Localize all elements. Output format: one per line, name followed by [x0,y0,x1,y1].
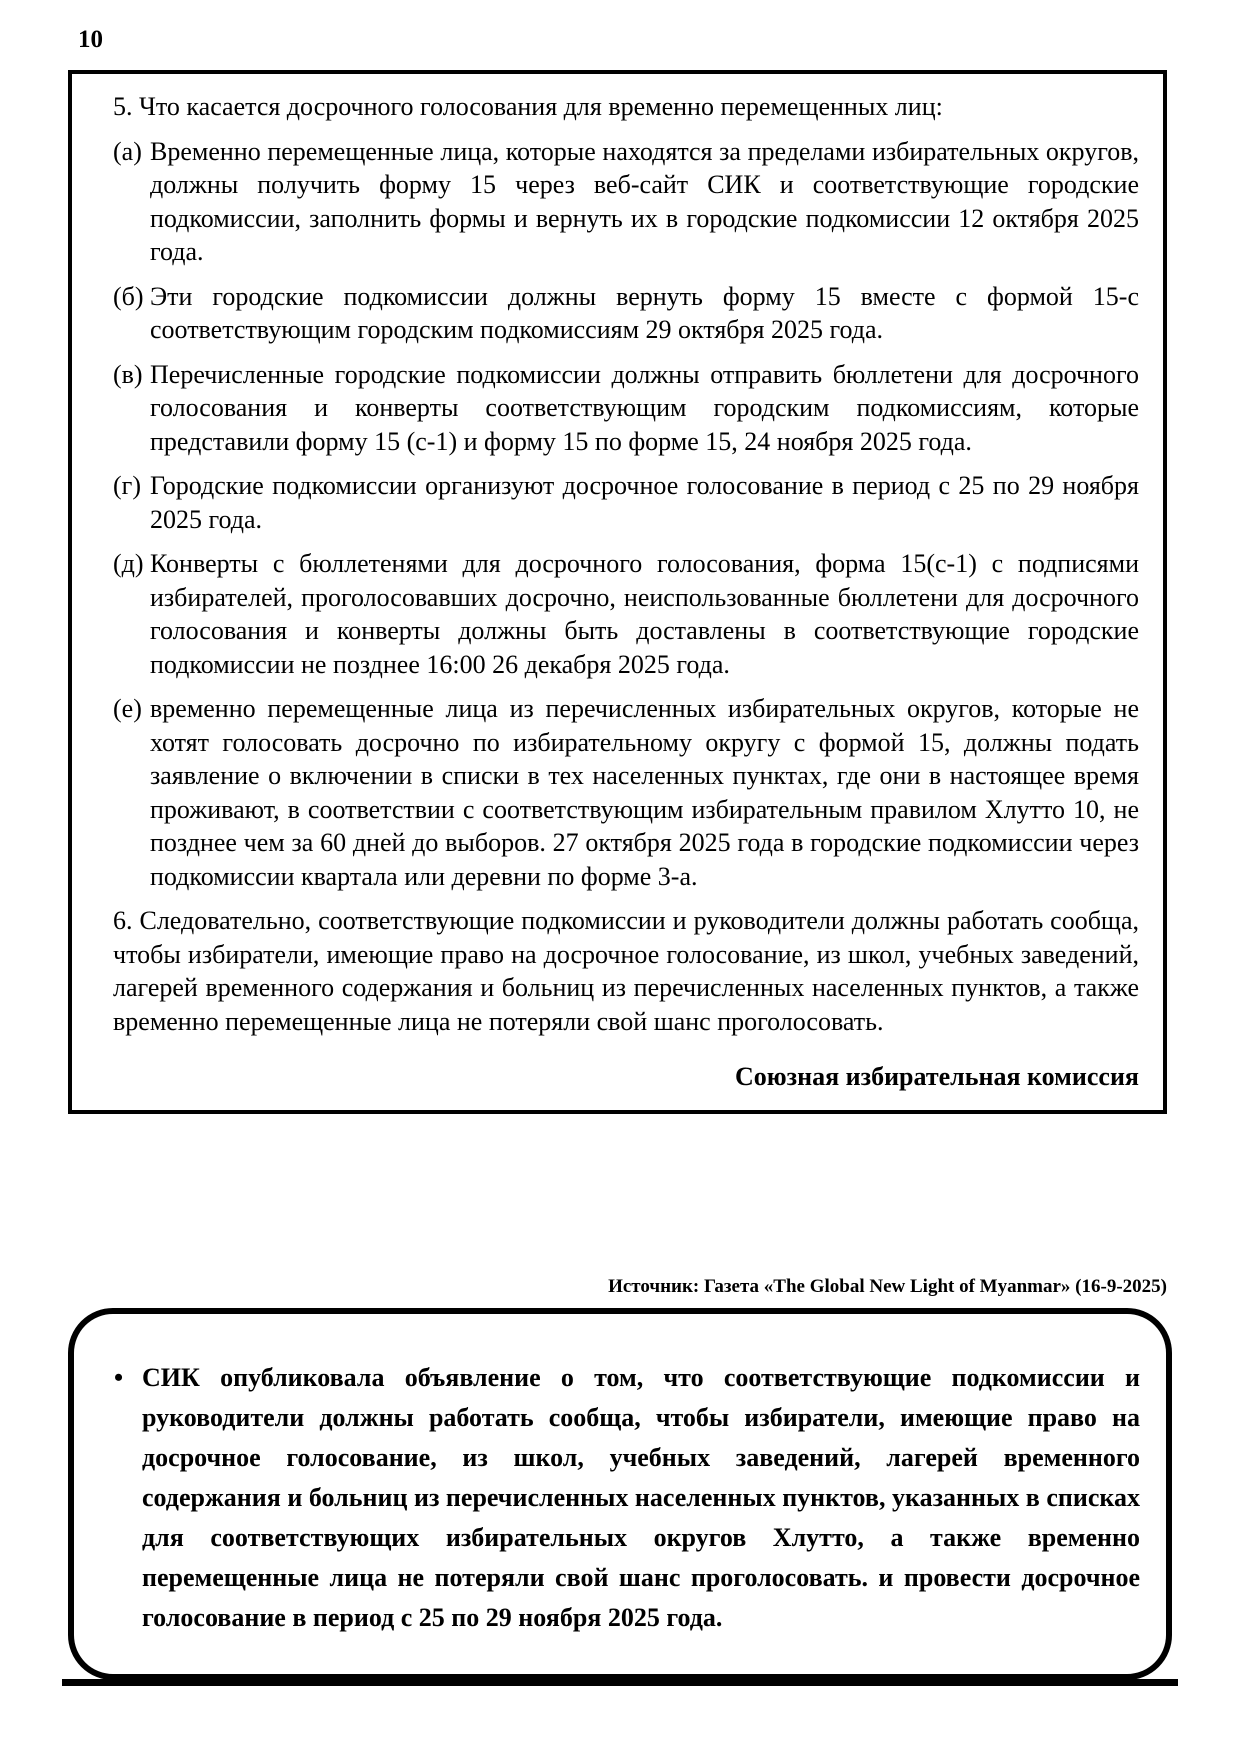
list-item-a-text: Временно перемещенные лица, которые находятся за пределами избирательных округов, должны получить форму 15 через веб-сайт СИК и соответствующие городские подкомиссии, заполнить формы и вернуть их в городские подкомиссии 12 октября 2025 года. [150,136,1139,266]
summary-bullet-item [94,1358,1140,1638]
summary-box [68,1308,1172,1680]
list-item-g-text: Городские подкомиссии организуют досрочное голосование в период с 25 по 29 ноября 2025 года. [150,471,1139,534]
list-item-v-label: (в) [113,359,143,389]
list-item-v [113,358,1139,459]
list-item-g-label: (г) [113,471,141,500]
page-number: 10 [78,26,103,53]
bottom-divider [62,1679,1178,1686]
list-item-g [113,469,1139,536]
announcement-box [68,70,1167,1114]
paragraph-6: 6. Следовательно, соответствующие подкомиссии и руководители должны работать сообща, чтобы избиратели, имеющие право на досрочное голосование, из школ, учебных заведений, лагерей временного содержания и больниц из перечисленных населенных пунктов, а также временно перемещенные лица не потеряли свой шанс проголосовать. [113,906,1139,1036]
list-item-d-label: (д) [113,549,144,578]
paragraph-5-heading: 5. Что касается досрочного голосования для временно перемещенных лиц: [113,92,943,121]
list-item-d [113,547,1139,681]
list-item-b-label: (б) [113,281,144,311]
source-attribution: Источник: Газета «The Global New Light of Myanmar» (16-9-2025) [608,1276,1167,1297]
list-item-a-label: (а) [113,136,142,166]
list-item-v-text: Перечисленные городские подкомиссии должны отправить бюллетени для досрочного голосования и конверты соответствующим городским подкомиссиям, которые представили форму 15 (с-1) и форму 15 по форме 15, 24 ноября 2025 года. [150,359,1139,456]
list-item-e-text: временно перемещенные лица из перечисленных избирательных округов, которые не хотят голосовать досрочно по избирательному округу с формой 15, должны подать заявление о включении в списки в тех населенных пунктах, где они в настоящее время проживают, в соответствии с соответствующим избирательным правилом Хлутто 10, не позднее чем за 60 дней до выборов. 27 октября 2025 года в городские подкомиссии через подкомиссии квартала или деревни по форме 3-а. [150,694,1139,891]
summary-text: СИК опубликовала объявление о том, что соответствующие подкомиссии и руководители должны работать сообща, чтобы избиратели, имеющие право на досрочное голосование, из школ, учебных заведений, лагерей временного содержания и больниц из перечисленных населенных пунктов, указанных в списках для соответствующих избирательных округов Хлутто, а также временно перемещенные лица не потеряли свой шанс проголосовать. и провести досрочное голосование в период с 25 по 29 ноября 2025 года. [142,1363,1140,1632]
list-item-e [113,692,1139,893]
signature-union-election-commission: Союзная избирательная комиссия [735,1062,1139,1091]
list-item-d-text: Конверты с бюллетенями для досрочного голосования, форма 15(с-1) с подписями избирателей, проголосовавших досрочно, неиспользованные бюллетени для досрочного голосования и конверты должны быть доставлены в соответствующие городские подкомиссии не позднее 16:00 26 декабря 2025 года. [150,549,1139,679]
list-item-b [113,280,1139,347]
list-item-a [113,135,1139,269]
bullet-icon: • [114,1363,124,1392]
list-item-b-text: Эти городские подкомиссии должны вернуть форму 15 вместе с формой 15-с соответствующим городским подкомиссиям 29 октября 2025 года. [150,281,1139,344]
list-item-e-label: (е) [113,694,142,723]
